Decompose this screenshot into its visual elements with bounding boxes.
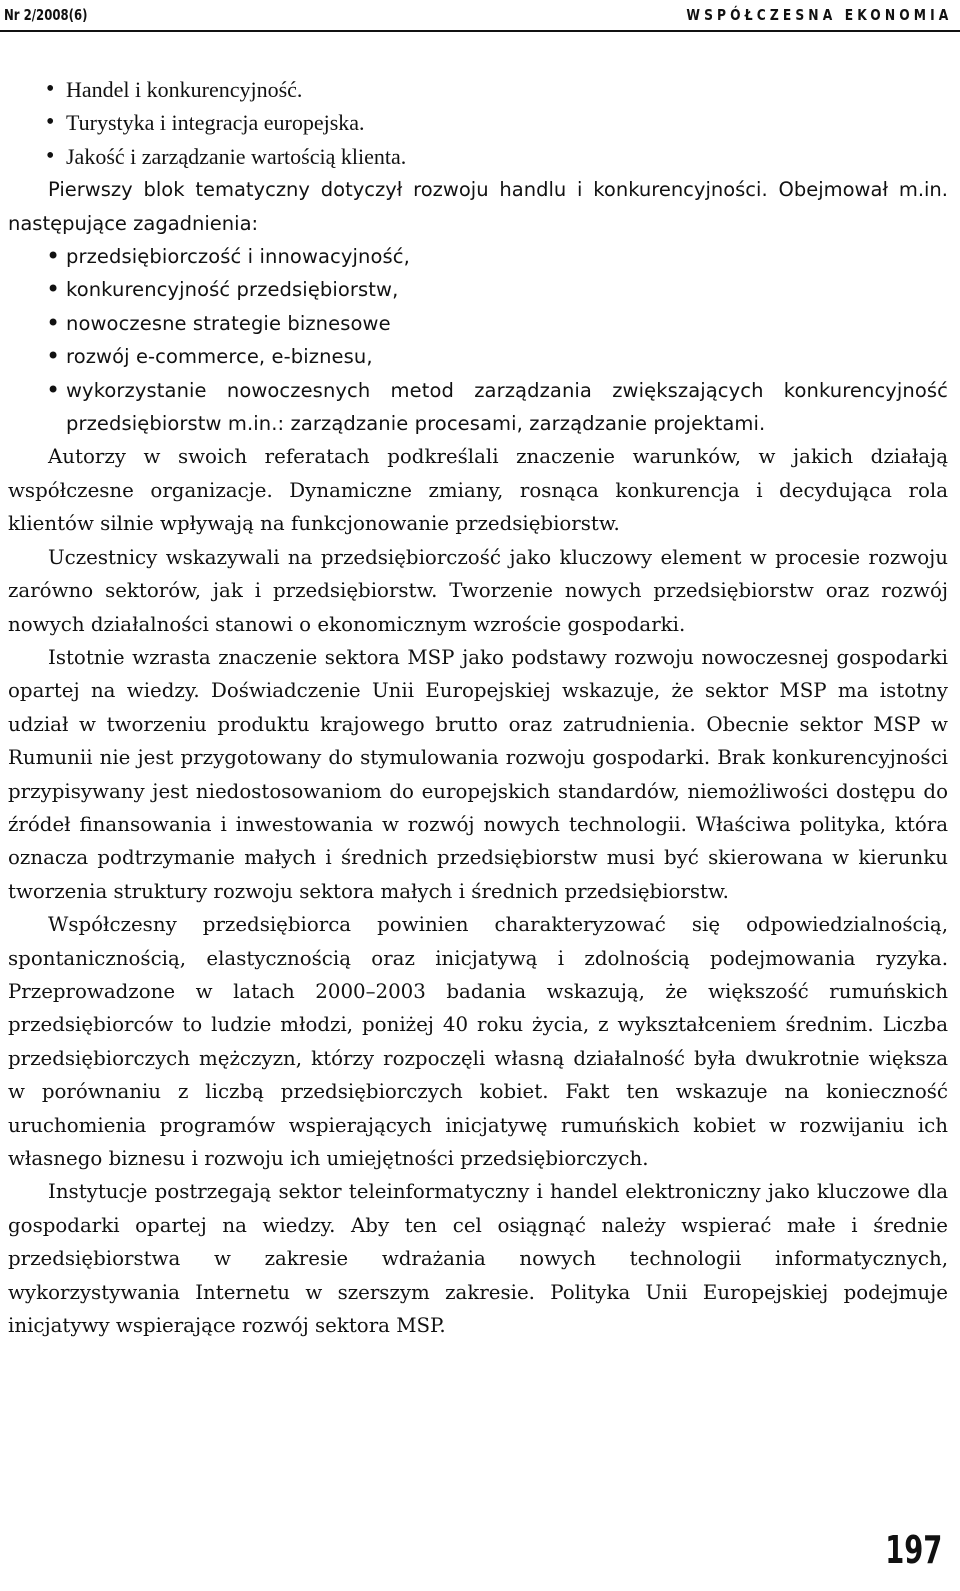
issues-list	[8, 240, 948, 440]
article-body	[8, 73, 948, 1342]
paragraph: Instytucje postrzegają sektor teleinformatyczny i handel elektroniczny jako kluczowe dla gospodarki opartej na wiedzy. Aby ten cel osiągnąć należy wspierać małe i średnie przedsiębiorstwa w zakresie wdrażania nowych technologii informatycznych, wykorzystywania Internetu w szerszym zakresie. Polityka Unii Europejskiej podejmuje inicjatywy wspierające rozwój sektora MSP.	[8, 1180, 948, 1338]
journal-title: WSPÓŁCZESNA EKONOMIA	[685, 6, 952, 24]
intro-paragraph: Pierwszy blok tematyczny dotyczył rozwoju handlu i konkurencyjności. Obejmował m.in. następujące zagadnienia:	[8, 178, 948, 235]
list-item: • przedsiębiorczość i innowacyjność,	[8, 240, 948, 273]
list-item: • nowoczesne strategie biznesowe	[8, 307, 948, 340]
list-item: • wykorzystanie nowoczesnych metod zarządzania zwiększających konkurencyjność przedsiębiorstw m.in.: zarządzanie procesami, zarządzanie projektami.	[8, 374, 948, 441]
paragraph: Współczesny przedsiębiorca powinien charakteryzować się odpowiedzialnością, spontanicznością, elastycznością oraz inicjatywą i zdolnością podejmowania ryzyka. Przeprowadzone w latach 2000–2003 badania wskazują, że większość rumuńskich przedsiębiorców to ludzie młodzi, poniżej 40 roku życia, z wykształceniem średnim. Liczba przedsiębiorczych mężczyzn, którzy rozpoczęli własną działalność była dwukrotnie większa w porównaniu z liczbą przedsiębiorczych kobiet. Fakt ten wskazuje na konieczność uruchomienia programów wspierających inicjatywę rumuńskich kobiet w rozwijaniu ich własnego biznesu i rozwoju ich umiejętności przedsiębiorczych.	[8, 913, 948, 1170]
list-item: • konkurencyjność przedsiębiorstw,	[8, 273, 948, 306]
issue-number: Nr 2/2008(6)	[4, 6, 88, 24]
list-item: • Jakość i zarządzanie wartością klienta.	[8, 140, 948, 173]
running-header	[0, 0, 960, 32]
paragraph: Autorzy w swoich referatach podkreślali znaczenie warunków, w jakich działają współczesne organizacje. Dynamiczne zmiany, rosnąca konkurencja i decydująca rola klientów silnie wpływają na funkcjonowanie przedsiębiorstw.	[8, 445, 948, 536]
list-item: • rozwój e-commerce, e-biznesu,	[8, 340, 948, 373]
list-item: • Handel i konkurencyjność.	[8, 73, 948, 106]
paragraph: Istotnie wzrasta znaczenie sektora MSP jako podstawy rozwoju nowoczesnej gospodarki opartej na wiedzy. Doświadczenie Unii Europejskiej wskazuje, że sektor MSP ma istotny udział w tworzeniu produktu krajowego brutto oraz zatrudnienia. Obecnie sektor MSP w Rumunii nie jest przygotowany do stymulowania rozwoju gospodarki. Brak konkurencyjności przypisywany jest niedostosowaniom do europejskich standardów, niemożliwości dostępu do źródeł finansowania i inwestowania w rozwój nowych technologii. Właściwa polityka, która oznacza podtrzymanie małych i średnich przedsiębiorstw musi być skierowana w kierunku tworzenia struktury rozwoju sektora małych i średnich przedsiębiorstw.	[8, 645, 948, 903]
list-item: • Turystyka i integracja europejska.	[8, 106, 948, 139]
topic-list	[8, 73, 948, 173]
page-number: 197	[884, 1528, 942, 1572]
paragraph: Uczestnicy wskazywali na przedsiębiorczość jako kluczowy element w procesie rozwoju zarówno sektorów, jak i przedsiębiorstw. Tworzenie nowych przedsiębiorstw oraz rozwój nowych działalności stanowi o ekonomicznym wzroście gospodarki.	[8, 545, 948, 636]
